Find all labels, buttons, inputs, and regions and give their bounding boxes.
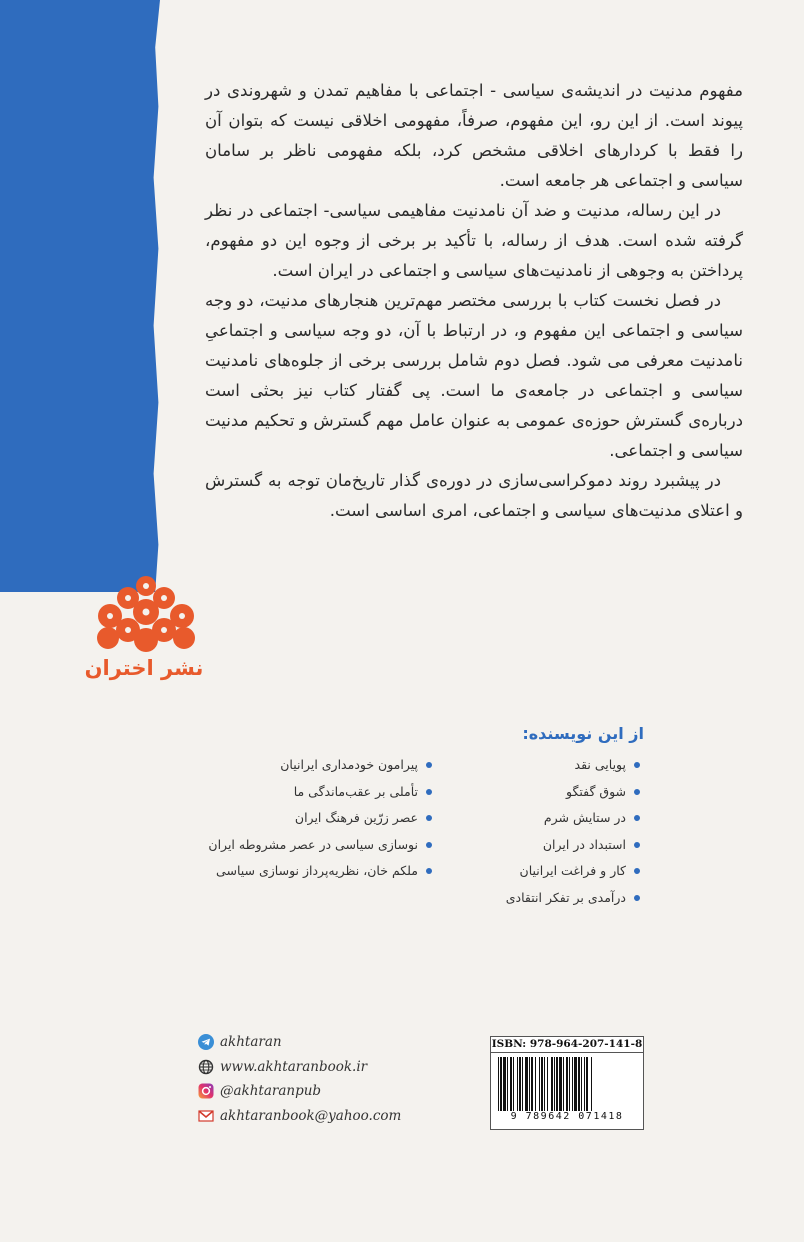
contact-website[interactable] [198,1055,438,1080]
list-item [470,836,640,863]
blurb-paragraph: در پیشبرد روند دموکراسی‌سازی در دوره‌ی گذار تاریخ‌مان توجه به گسترش و اعتلای مدنیت‌های سیاسی و اجتماعی، امری اساسی است. [205,471,743,520]
barcode-bar [584,1057,585,1111]
barcode-bar [581,1057,582,1111]
barcode-icon [496,1057,638,1111]
barcode-bar [517,1057,518,1111]
work-title: نوسازی سیاسی در عصر مشروطه ایران [208,836,418,852]
barcode-bar [525,1057,528,1111]
bullet-icon [426,868,432,874]
barcode-bar [544,1057,545,1111]
barcode-bar [522,1057,523,1111]
bullet-icon [426,815,432,821]
barcode-bar [535,1057,536,1111]
barcode-bar [578,1057,580,1111]
work-title: کار و فراغت ایرانیان [519,863,626,878]
contact-text: @akhtaranpub [220,1083,322,1100]
contact-text: www.akhtaranbook.ir [220,1058,368,1075]
barcode-bar [569,1057,570,1111]
barcode-bar [498,1057,499,1111]
globe-icon [198,1059,214,1075]
list-item [470,889,640,916]
contact-telegram[interactable] [198,1030,438,1055]
barcode-bar [563,1057,564,1111]
work-title: عصر زرّین فرهنگ ایران [294,810,418,825]
list-item [202,756,432,783]
barcode-bar [574,1057,577,1111]
other-works-heading: از این نویسنده: [522,724,644,743]
barcode-bar [559,1057,562,1111]
contact-text: akhtaran [220,1034,282,1051]
barcode-bar [551,1057,553,1111]
blurb-paragraph: مفهوم مدنیت در اندیشه‌ی سیاسی - اجتماعی با مفاهیم تمدن و شهروندی در پیوند است. از این رو، این مفهوم، صرفاً، مفهومی اخلاقی نیست که بتوان آن را فقط با کردارهای اخلاقی مشخص کرد، بلکه مفهومی ناظر بر سامان سیاسی و اجتماعی هر جامعه است. [205,81,743,190]
work-title: تأملی بر عقب‌ماندگی ما [293,783,418,799]
other-works-list-left [202,756,432,889]
barcode-bar [539,1057,540,1111]
barcode-bar [572,1057,573,1111]
bullet-icon [634,789,640,795]
list-item [202,809,432,836]
work-title: شوق گفتگو [565,783,626,799]
work-title: پویایی نقد [574,757,626,772]
list-item [470,783,640,810]
blurb-text [205,76,743,526]
mail-icon [198,1108,214,1124]
barcode-bar [541,1057,543,1111]
barcode-bar [529,1057,530,1111]
work-title: استبداد در ایران [542,836,626,852]
barcode-bar [566,1057,568,1111]
bullet-icon [634,762,640,768]
barcode-digits: 9 789642 071418 [510,1111,624,1122]
blurb-paragraph: در این رساله، مدنیت و ضد آن نامدنیت مفاهیمی سیاسی- اجتماعی در نظر گرفته شده است. هدف از رساله، با تأکید بر برخی از وجوه این دو مفهوم، پرداختن به وجوهی از نامدنیت‌های سیاسی و اجتماعی در ایران است. [205,201,743,280]
barcode-bar [547,1057,548,1111]
bullet-icon [634,815,640,821]
cover-blue-band [0,0,160,592]
barcode-bar [500,1057,502,1111]
contact-text: akhtaranbook@yahoo.com [220,1107,402,1124]
list-item [202,836,432,863]
barcode-bar [586,1057,588,1111]
barcode-bar [554,1057,555,1111]
contact-instagram[interactable] [198,1079,438,1104]
list-item [470,756,640,783]
bullet-icon [426,789,432,795]
list-item [202,862,432,889]
publisher-name: نشر اختران [84,656,204,680]
barcode-bar [531,1057,533,1111]
telegram-icon [198,1034,214,1050]
other-works-list-right [470,756,640,915]
work-title: در ستایش شرم [543,810,626,825]
list-item [202,783,432,810]
barcode-bar [519,1057,521,1111]
list-item [470,862,640,889]
bullet-icon [634,895,640,901]
bullet-icon [634,842,640,848]
contact-list [198,1030,438,1128]
isbn-barcode-box [490,1036,644,1130]
bullet-icon [426,842,432,848]
isbn-label: ISBN: 978-964-207-141-8 [491,1037,643,1053]
work-title: پیرامون خودمداری ایرانیان [280,757,418,772]
instagram-icon [198,1083,214,1099]
bullet-icon [634,868,640,874]
work-title: ملکم خان، نظریه‌پرداز نوسازی سیاسی [216,863,418,878]
barcode-bar [556,1057,558,1111]
barcode-bar [510,1057,512,1111]
blurb-paragraph: در فصل نخست کتاب با بررسی مختصر مهم‌ترین هنجارهای مدنیت، دو وجه سیاسی و اجتماعی این مفهوم و، در ارتباط با آن، دو وجه سیاسی و اجتماعیِ نامدنیت معرفی می شود. فصل دوم شامل بررسی برخی از جلوه‌های نامدنیت سیاسی و اجتماعی در جامعه‌ی ما است. پی گفتار کتاب نیز بحثی است درباره‌ی گسترش حوزه‌ی عمومی به عنوان عامل مهم گسترش و تحکیم مدنیت سیاسی و اجتماعی. [205,291,743,460]
barcode-bar [507,1057,508,1111]
contact-email[interactable] [198,1104,438,1129]
bullet-icon [426,762,432,768]
barcode-bar [591,1057,592,1111]
barcode-bar [513,1057,514,1111]
barcode-bar [503,1057,506,1111]
work-title: درآمدی بر تفکر انتقادی [505,889,626,905]
list-item [470,809,640,836]
